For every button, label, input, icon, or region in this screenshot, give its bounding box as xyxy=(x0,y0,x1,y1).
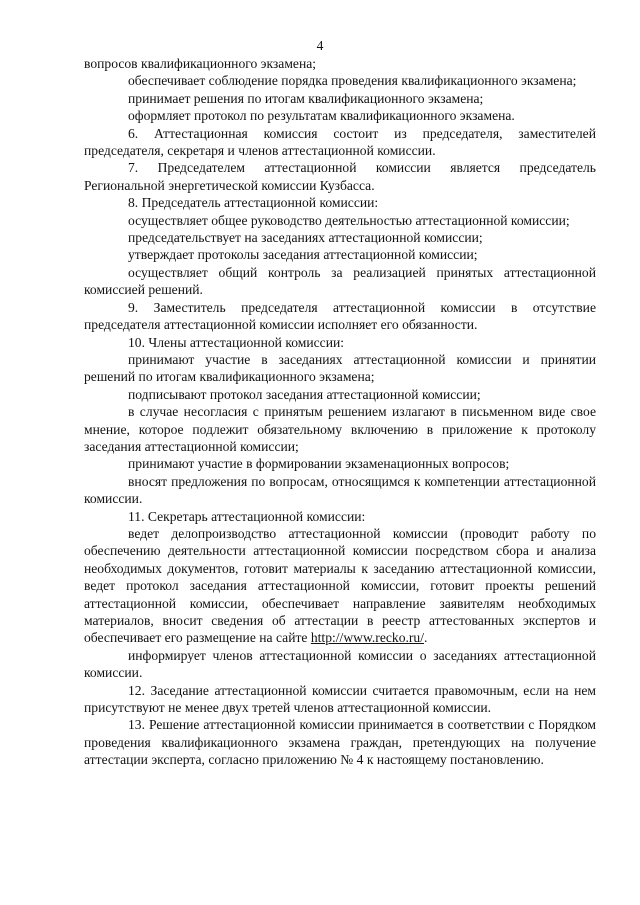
paragraph-text: принимают участие в заседаниях аттестационной комиссии и принятии решений по итогам квалификационного экзамена; xyxy=(84,351,596,385)
paragraph-text: утверждает протоколы заседания аттестационной комиссии; xyxy=(128,247,478,263)
paragraph xyxy=(84,647,596,682)
paragraph-text: информирует членов аттестационной комиссии о заседаниях аттестационной комиссии. xyxy=(84,647,596,681)
paragraph xyxy=(84,525,596,647)
paragraph xyxy=(84,508,596,525)
paragraph-text: 10. Члены аттестационной комиссии: xyxy=(128,334,345,350)
paragraph-text: 12. Заседание аттестационной комиссии считается правомочным, если на нем присутствуют не менее двух третей членов аттестационной комиссии. xyxy=(84,682,596,716)
paragraph-text: председательствует на заседаниях аттестационной комиссии; xyxy=(128,230,483,246)
paragraph-text: 8. Председатель аттестационной комиссии: xyxy=(128,195,379,211)
paragraph xyxy=(84,351,596,386)
paragraph-text: принимают участие в формировании экзаменационных вопросов; xyxy=(128,456,510,472)
paragraph xyxy=(84,246,596,263)
paragraph-text: вопросов квалификационного экзамена; xyxy=(84,56,317,71)
paragraph xyxy=(84,159,596,194)
paragraph-text: 13. Решение аттестационной комиссии принимается в соответствии с Порядком проведения квалификационного экзамена граждан, претендующих на получение аттестации эксперта, согласно приложению № 4 к настоящему постановлению. xyxy=(84,717,596,768)
document-body xyxy=(84,55,596,769)
paragraph-text: подписывают протокол заседания аттестационной комиссии; xyxy=(128,386,481,402)
paragraph-text: 6. Аттестационная комиссия состоит из председателя, заместителей председателя, секретаря и членов аттестационной комиссии. xyxy=(84,125,596,159)
paragraph xyxy=(84,194,596,211)
paragraph-text: осуществляет общий контроль за реализацией принятых аттестационной комиссией решений. xyxy=(84,264,596,298)
link-suffix: . xyxy=(424,630,428,646)
paragraph xyxy=(84,229,596,246)
paragraph xyxy=(84,403,596,455)
paragraph xyxy=(84,107,596,124)
paragraph xyxy=(84,716,596,768)
website-link[interactable]: http://www.recko.ru/ xyxy=(310,630,424,646)
paragraph xyxy=(84,264,596,299)
paragraph xyxy=(84,90,596,107)
paragraph xyxy=(84,386,596,403)
paragraph xyxy=(84,125,596,160)
paragraph xyxy=(84,55,596,72)
paragraph-text: 11. Секретарь аттестационной комиссии: xyxy=(128,508,366,524)
paragraph xyxy=(84,455,596,472)
paragraph-text: принимает решения по итогам квалификационного экзамена; xyxy=(128,90,484,106)
paragraph xyxy=(84,682,596,717)
paragraph-text: в случае несогласия с принятым решением излагают в письменном виде свое мнение, которое подлежит обязательному включению в приложение к протоколу заседания аттестационной комиссии; xyxy=(84,404,596,454)
paragraph xyxy=(84,334,596,351)
paragraph xyxy=(84,299,596,334)
paragraph-text: 9. Заместитель председателя аттестационной комиссии в отсутствие председателя аттестационной комиссии исполняет его обязанности. xyxy=(84,299,596,333)
paragraph-text: вносят предложения по вопросам, относящимся к компетенции аттестационной комиссии. xyxy=(84,473,596,507)
paragraph xyxy=(84,473,596,508)
paragraph xyxy=(84,72,596,89)
paragraph xyxy=(84,212,596,229)
paragraph-text: 7. Председателем аттестационной комиссии является председатель Региональной энергетической комиссии Кузбасса. xyxy=(84,160,596,193)
paragraph-text: осуществляет общее руководство деятельностью аттестационной комиссии; xyxy=(128,212,570,228)
paragraph-text: ведет делопроизводство аттестационной комиссии (проводит работу по обеспечению деятельности аттестационной комиссии посредством сбора и анализа необходимых документов, готовит материалы к заседанию аттестационной комиссии, ведет протокол заседания аттестационной комиссии, готовит проекты решений аттестационной комиссии, обеспечивает направление заявителям необходимых материалов, вносит сведения об аттестации в реестр аттестованных экспертов и обеспечивает его размещение на сайте xyxy=(84,525,596,646)
paragraph-text: оформляет протокол по результатам квалификационного экзамена. xyxy=(128,108,515,124)
paragraph-text: обеспечивает соблюдение порядка проведения квалификационного экзамена; xyxy=(128,73,577,89)
page-number: 4 xyxy=(316,38,324,53)
